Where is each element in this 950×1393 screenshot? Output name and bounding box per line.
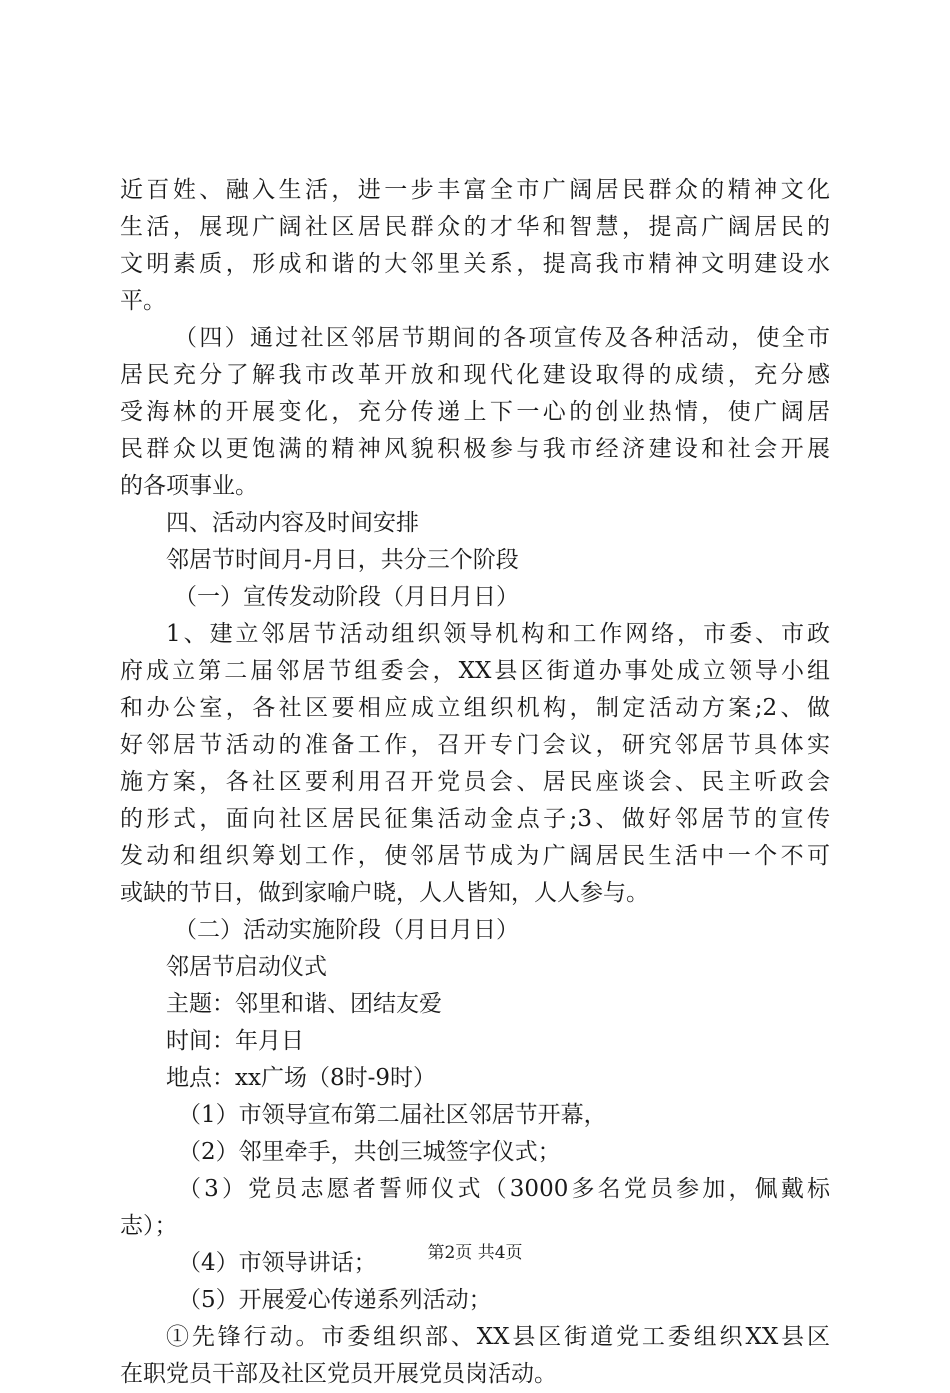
text-line: 受海林的开展变化，充分传递上下一心的创业热情，使广阔居 (120, 399, 830, 425)
text-line: 文明素质，形成和谐的大邻里关系，提高我市精神文明建设水 (120, 251, 830, 277)
text-line: （四）通过社区邻居节期间的各项宣传及各种活动，使全市 (174, 325, 830, 351)
text-line: 在职党员干部及社区党员开展党员岗活动。 (120, 1361, 557, 1387)
text-line: 和办公室，各社区要相应成立组织机构，制定活动方案;2、做 (120, 695, 830, 721)
page-number-footer: 第2页 共4页 (427, 1243, 523, 1263)
list-item: （1）市领导宣布第二届社区邻居节开幕， (178, 1102, 607, 1128)
text-line: 地点：xx广场（8时-9时） (166, 1065, 436, 1091)
text-line: 邻居节时间月-月日，共分三个阶段 (166, 547, 519, 573)
list-item: （3）党员志愿者誓师仪式（3000多名党员参加，佩戴标 (178, 1176, 830, 1202)
list-item: ①先锋行动。市委组织部、XX县区街道党工委组织XX县区 (166, 1324, 830, 1350)
list-item: （5）开展爱心传递系列活动； (178, 1287, 492, 1313)
text-line: 主题：邻里和谐、团结友爱 (166, 991, 442, 1017)
text-line: 发动和组织筹划工作，使邻居节成为广阔居民生活中一个不可 (120, 843, 830, 869)
subsection-heading: （二）活动实施阶段（月日月日） (174, 917, 519, 943)
text-line: 志）； (120, 1213, 178, 1239)
text-line: 平。 (120, 288, 166, 314)
text-line: 近百姓、融入生活，进一步丰富全市广阔居民群众的精神文化 (120, 177, 830, 203)
text-line: 民群众以更饱满的精神风貌积极参与我市经济建设和社会开展 (120, 436, 830, 462)
text-line: 居民充分了解我市改革开放和现代化建设取得的成绩，充分感 (120, 362, 830, 388)
text-line: 的形式，面向社区居民征集活动金点子;3、做好邻居节的宣传 (120, 806, 830, 832)
text-line: 邻居节启动仪式 (166, 954, 327, 980)
text-line: 时间：年月日 (166, 1028, 304, 1054)
text-line: 好邻居节活动的准备工作，召开专门会议，研究邻居节具体实 (120, 732, 830, 758)
text-line: 1、建立邻居节活动组织领导机构和工作网络，市委、市政 (166, 621, 830, 647)
text-line: 或缺的节日，做到家喻户晓，人人皆知，人人参与。 (120, 880, 649, 906)
text-line: 生活，展现广阔社区居民群众的才华和智慧，提高广阔居民的 (120, 214, 830, 240)
list-item: （4）市领导讲话； (178, 1250, 377, 1276)
text-line: 府成立第二届邻居节组委会，XX县区街道办事处成立领导小组 (120, 658, 830, 684)
text-line: 的各项事业。 (120, 473, 258, 499)
subsection-heading: （一）宣传发动阶段（月日月日） (174, 584, 519, 610)
document-body (120, 172, 830, 1393)
section-heading: 四、活动内容及时间安排 (166, 510, 419, 536)
list-item: （2）邻里牵手，共创三城签字仪式； (178, 1139, 561, 1165)
text-line: 施方案，各社区要利用召开党员会、居民座谈会、民主听政会 (120, 769, 830, 795)
